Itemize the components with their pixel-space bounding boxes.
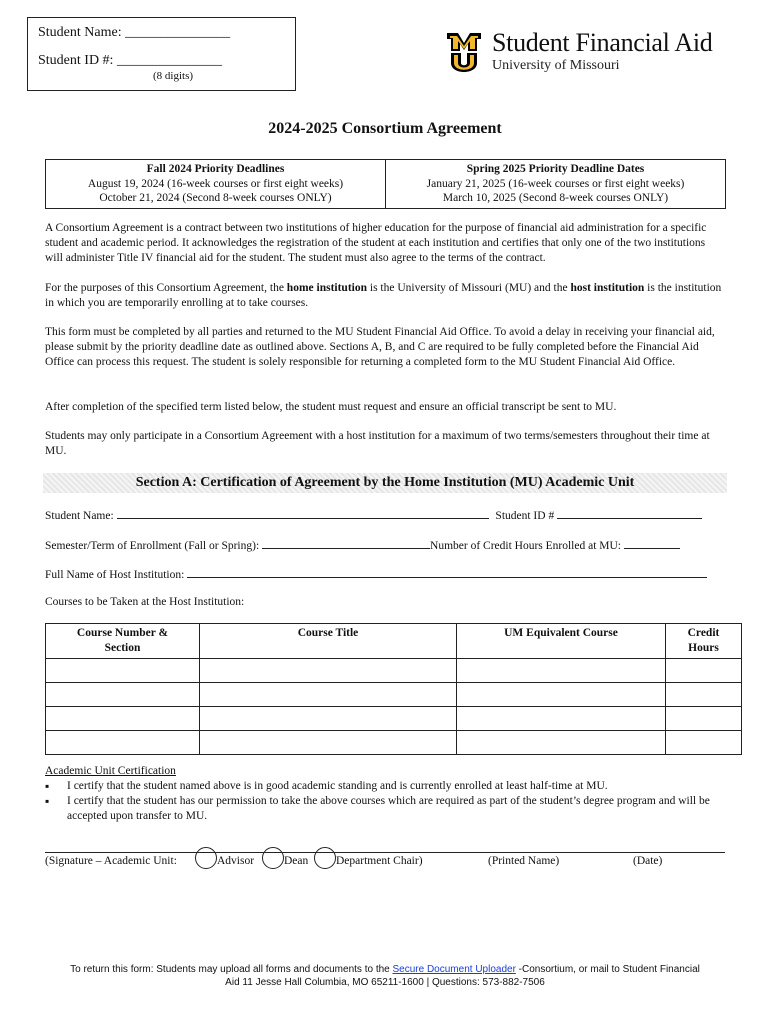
table-cell[interactable]	[457, 659, 666, 683]
table-cell[interactable]	[457, 683, 666, 707]
advisor-label: Advisor	[217, 855, 255, 867]
certification-list	[45, 779, 735, 824]
secure-document-uploader-link[interactable]: Secure Document Uploader	[392, 964, 516, 975]
fall-line-1: August 19, 2024 (16-week courses or first eight weeks)	[87, 177, 344, 190]
student-name-blank[interactable]: _______________	[125, 25, 231, 40]
table-cell[interactable]	[46, 683, 200, 707]
department-chair-checkbox[interactable]	[314, 847, 336, 869]
courses-table-header	[46, 624, 742, 659]
date-label: (Date)	[633, 855, 663, 867]
fall-deadlines	[46, 160, 386, 209]
courses-label: Courses to be Taken at the Host Institution:	[45, 596, 245, 608]
paragraph-term-limit: Students may only participate in a Consortium Agreement with a host institution for a maximum of two terms/semesters throughout their time at MU.	[45, 430, 710, 457]
footer-address: Aid 11 Jesse Hall Columbia, MO 65211-1600 | Questions: 573-882-7506	[225, 977, 545, 988]
footer-text-before: To return this form: Students may upload all forms and documents to the	[70, 964, 393, 975]
section-a-student-id-field[interactable]	[557, 507, 702, 519]
paragraph-instructions: This form must be completed by all parties and returned to the MU Student Financial Aid Office. To avoid a delay in receiving your financial aid, please submit by the priority deadline date as outlined above. Sections A, B, and C are required to be fully completed before the Financial Aid Office can process this request. The student is solely responsible for returning a completed form to the MU Student Financial Aid Office.	[45, 326, 715, 368]
section-a-student-id-label: Student ID #	[495, 510, 555, 522]
table-cell[interactable]	[200, 707, 457, 731]
certification-item-standing: ▪ I certify that the student named above is in good academic standing and is currently enrolled at least half-time at MU.	[45, 779, 735, 794]
department-chair-label: Department Chair)	[336, 855, 423, 867]
spring-heading: Spring 2025 Priority Deadline Dates	[466, 163, 645, 175]
student-name-row	[45, 507, 702, 522]
semester-label: Semester/Term of Enrollment (Fall or Spring):	[45, 540, 260, 552]
printed-name-label: (Printed Name)	[488, 855, 560, 867]
table-cell[interactable]	[200, 731, 457, 755]
spring-line-2: March 10, 2025 (Second 8-week courses ONLY)	[442, 192, 669, 204]
student-id-box	[27, 17, 296, 91]
host-institution-label: Full Name of Host Institution:	[45, 569, 185, 581]
table-cell[interactable]	[46, 731, 200, 755]
section-a-heading: Section A: Certification of Agreement by the Home Institution (MU) Academic Unit	[43, 473, 727, 493]
col-credit-hours: Credit Hours	[666, 624, 742, 659]
semester-field[interactable]	[262, 537, 430, 549]
mizzou-mu-logo-icon	[446, 32, 482, 72]
mu-logo	[446, 30, 736, 80]
deadlines-table	[45, 159, 726, 209]
table-row	[46, 659, 742, 683]
p2-text-c: is the University of Missouri (MU) and the	[367, 282, 571, 294]
logo-title: Student Financial Aid	[492, 28, 713, 57]
table-cell[interactable]	[666, 683, 742, 707]
table-cell[interactable]	[46, 659, 200, 683]
table-row	[46, 731, 742, 755]
col-um-equivalent: UM Equivalent Course	[457, 624, 666, 659]
table-cell[interactable]	[457, 707, 666, 731]
student-name-label: Student Name:	[38, 25, 122, 40]
table-cell[interactable]	[46, 707, 200, 731]
fall-line-2: October 21, 2024 (Second 8-week courses ONLY)	[99, 192, 332, 204]
col-course-number: Course Number & Section	[46, 624, 200, 659]
host-institution-term: host institution	[570, 282, 645, 294]
table-cell[interactable]	[666, 731, 742, 755]
spring-line-1: January 21, 2025 (16-week courses or first eight weeks)	[426, 177, 685, 190]
section-a-student-name-field[interactable]	[117, 507, 489, 519]
host-institution-row	[45, 566, 707, 581]
table-cell[interactable]	[457, 731, 666, 755]
courses-table	[45, 623, 742, 755]
student-id-hint: (8 digits)	[153, 70, 194, 82]
section-a-student-name-label: Student Name:	[45, 510, 114, 522]
signature-prefix: (Signature – Academic Unit:	[45, 855, 177, 867]
academic-unit-certification	[45, 764, 735, 824]
credit-hours-field[interactable]	[624, 537, 680, 549]
p2-text-a: For the purposes of this Consortium Agreement, the	[45, 282, 287, 294]
certification-heading: Academic Unit Certification	[45, 765, 176, 777]
paragraph-institutions	[45, 281, 725, 311]
student-id-label: Student ID #:	[38, 53, 114, 68]
credit-hours-label: Number of Credit Hours Enrolled at MU:	[430, 540, 622, 552]
semester-row	[45, 537, 680, 552]
table-cell[interactable]	[200, 659, 457, 683]
col-course-title: Course Title	[200, 624, 457, 659]
student-id-blank[interactable]: _______________	[116, 53, 222, 68]
table-cell[interactable]	[200, 683, 457, 707]
p2-text-e: is the institution in which you are temporarily enrolling at to take courses.	[45, 282, 722, 309]
table-row	[46, 683, 742, 707]
page-title: 2024-2025 Consortium Agreement	[268, 120, 502, 137]
footer-text-after: -Consortium, or mail to Student Financial	[515, 964, 700, 975]
paragraph-consortium-definition: A Consortium Agreement is a contract between two institutions of higher education for the purpose of financial aid administration for a specific student and academic period. It acknowledges the registration of the student at each institution and certifies that only one of the two institutions will administer Title IV financial aid for the student. The student must also agree to the terms of the contract.	[45, 222, 707, 264]
paragraph-transcript: After completion of the specified term listed below, the student must request and ensure an official transcript be sent to MU.	[45, 401, 617, 413]
footer	[30, 963, 740, 989]
signature-row	[45, 853, 735, 875]
dean-checkbox[interactable]	[262, 847, 284, 869]
table-row	[46, 707, 742, 731]
certification-item-permission: ▪ I certify that the student has our permission to take the above courses which are required as part of the student’s degree program and will be accepted upon transfer to MU.	[45, 794, 735, 824]
dean-label: Dean	[284, 855, 309, 867]
advisor-checkbox[interactable]	[195, 847, 217, 869]
fall-heading: Fall 2024 Priority Deadlines	[146, 163, 285, 175]
logo-subtitle: University of Missouri	[492, 58, 620, 73]
home-institution-term: home institution	[286, 282, 367, 294]
table-cell[interactable]	[666, 707, 742, 731]
host-institution-field[interactable]	[187, 566, 707, 578]
table-cell[interactable]	[666, 659, 742, 683]
spring-deadlines	[386, 160, 726, 209]
